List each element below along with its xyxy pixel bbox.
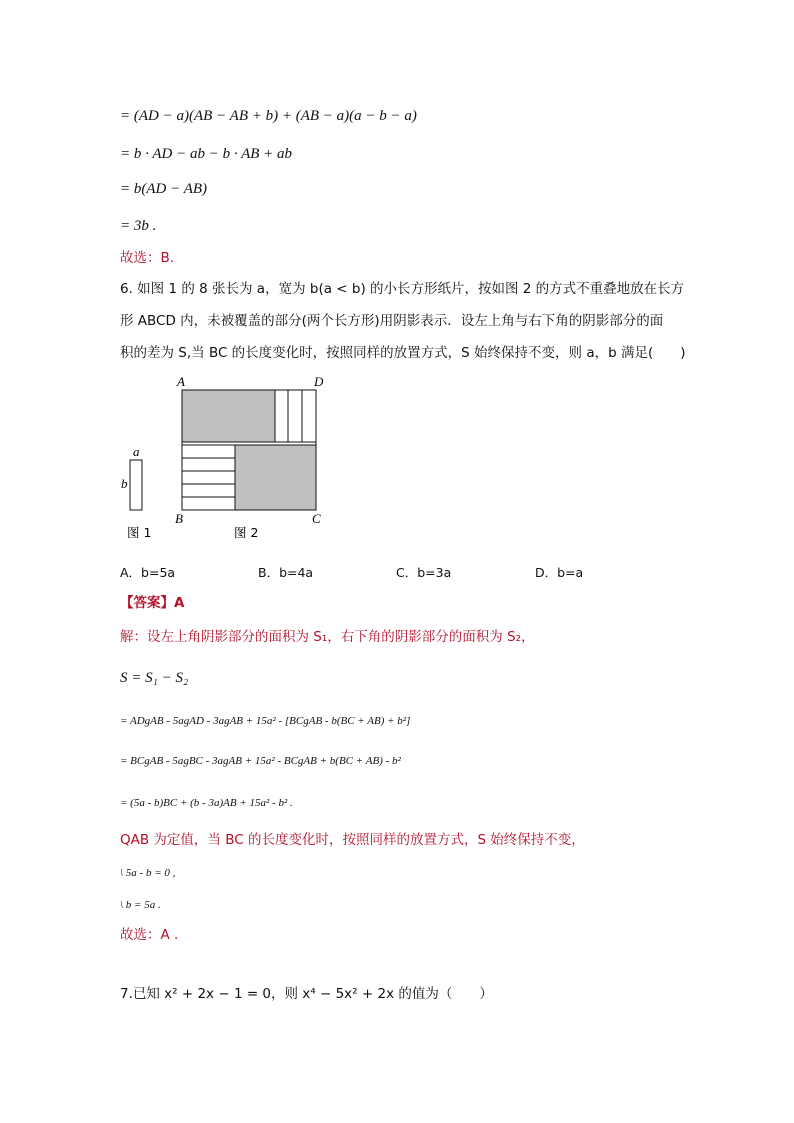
- derivation-line-2: = b · AD − ab − b · AB + ab: [120, 146, 293, 162]
- fig2-label-a: A: [177, 374, 185, 389]
- fig2-caption: 图 2: [234, 525, 259, 540]
- answer-label: 【答案】A: [120, 595, 185, 611]
- fig2-shaded-top-left: [182, 390, 275, 442]
- derivation-line-3: = b(AD − AB): [120, 181, 208, 197]
- option-d: D．b=a: [535, 565, 584, 580]
- fig1-caption: 图 1: [127, 525, 152, 540]
- answer-choice: 故选：A .: [120, 927, 179, 943]
- derivation-line-1: = (AD − a)(AB − AB + b) + (AB − a)(a − b − a): [120, 108, 417, 124]
- fig1-small-rectangle: [130, 460, 142, 510]
- option-a: A．b=5a: [120, 565, 176, 580]
- fig2-shaded-bottom-right: [235, 445, 316, 510]
- question6-figure: [115, 370, 345, 545]
- answer-equation-2: = ADgAB - 5agAD - 3agAB + 15a² - [BCgAB - b(BC + AB) + b²]: [120, 715, 411, 727]
- question6-line-1: 6. 如图 1 的 8 张长为 a，宽为 b(a < b) 的小长方形纸片，按如图 2 的方式不重叠地放在长方: [120, 281, 685, 297]
- fig1-label-b: b: [121, 476, 128, 491]
- question7-text: 7.已知 x² + 2x − 1 = 0，则 x⁴ − 5x² + 2x 的值为（ ）: [120, 986, 493, 1002]
- derivation-line-4: = 3b .: [120, 218, 157, 234]
- answer-step-2: \ b = 5a .: [120, 899, 161, 911]
- answer-intro: 解：设左上角阴影部分的面积为 S₁，右下角的阴影部分的面积为 S₂，: [120, 629, 535, 645]
- answer-equation-3: = BCgAB - 5agBC - 3agAB + 15a² - BCgAB + b(BC + AB) - b²: [120, 755, 401, 767]
- fig2-label-b: B: [175, 511, 183, 526]
- fig2-label-d: D: [314, 374, 324, 389]
- question6-line-3: 积的差为 S,当 BC 的长度变化时，按照同样的放置方式，S 始终保持不变，则 a，b 满足( ): [120, 345, 686, 361]
- option-b: B．b=4a: [258, 565, 314, 580]
- fig1-label-a: a: [133, 444, 140, 459]
- question6-line-2: 形 ABCD 内，未被覆盖的部分(两个长方形)用阴影表示．设左上角与右下角的阴影部分的面: [120, 313, 664, 329]
- answer-step-1: \ 5a - b = 0 ,: [120, 867, 176, 879]
- option-c: C．b=3a: [396, 565, 452, 580]
- fig2-label-c: C: [312, 511, 321, 526]
- answer-reason: QAB 为定值，当 BC 的长度变化时，按照同样的放置方式，S 始终保持不变，: [120, 832, 585, 848]
- derivation-choice: 故选：B.: [120, 250, 175, 266]
- answer-equation-1: S = S₁ − S₂: [120, 670, 189, 686]
- answer-equation-4: = (5a - b)BC + (b - 3a)AB + 15a² - b² .: [120, 797, 293, 809]
